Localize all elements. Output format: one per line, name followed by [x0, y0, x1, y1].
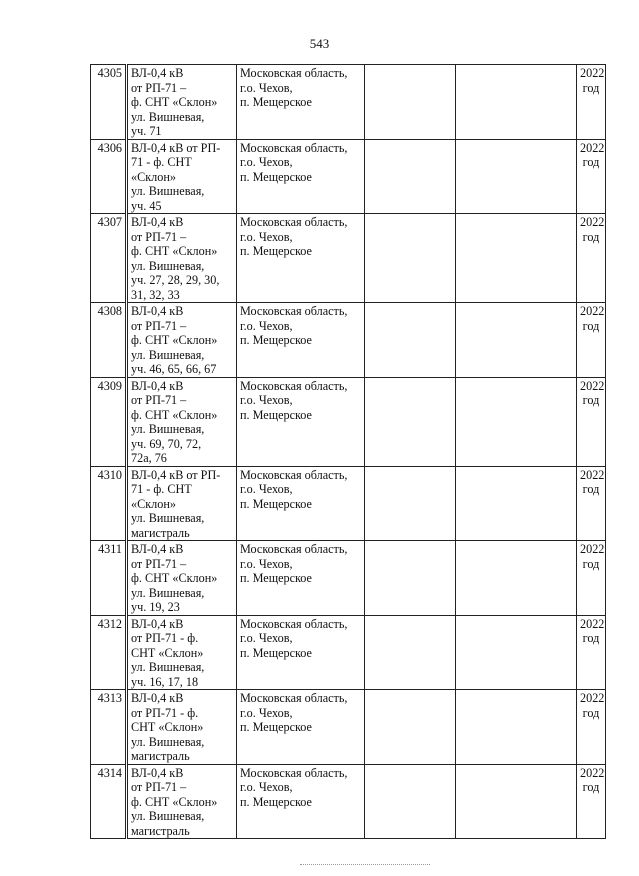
year-line: год — [582, 393, 600, 407]
object-line: ул. Вишневая, — [131, 258, 205, 273]
table-row — [91, 139, 606, 214]
object-line: от РП-71 – — [131, 80, 187, 95]
object-line: ВЛ-0,4 кВ — [131, 378, 184, 393]
address-line: Московская область, — [240, 616, 348, 631]
object-line: СНТ «Склон» — [131, 720, 204, 734]
empty-cell — [365, 615, 456, 690]
object-line: ВЛ-0,4 кВ — [131, 304, 184, 318]
row-number: 4309 — [97, 378, 122, 393]
object-cell — [127, 139, 237, 214]
table-row — [91, 65, 606, 140]
row-number-cell — [91, 764, 127, 839]
object-line: ул. Вишневая, — [131, 511, 205, 525]
object-line: ф. СНТ «Склон» — [131, 571, 218, 585]
object-line: магистраль — [131, 749, 190, 763]
table-row — [91, 541, 606, 616]
empty-cell — [365, 377, 456, 466]
address-line: п. Мещерское — [240, 496, 312, 511]
address-line: п. Мещерское — [240, 645, 312, 660]
year-line: год — [582, 556, 600, 571]
object-cell — [127, 541, 237, 616]
table-row — [91, 214, 606, 303]
row-number-cell — [91, 139, 127, 214]
object-line: ул. Вишневая, — [131, 422, 205, 436]
address-cell — [237, 377, 365, 466]
year-line: год — [582, 705, 600, 720]
year-cell — [577, 541, 606, 616]
year-cell — [577, 466, 606, 541]
year-line: 2022 — [580, 616, 605, 631]
year-cell — [577, 303, 606, 378]
year-line: 2022 — [580, 691, 605, 705]
object-line: ВЛ-0,4 кВ — [131, 66, 184, 80]
year-line: 2022 — [580, 542, 605, 556]
object-line: от РП-71 - ф. — [131, 705, 199, 720]
object-line: ф. СНТ «Склон» — [131, 244, 218, 258]
object-cell — [127, 764, 237, 839]
table-row — [91, 377, 606, 466]
object-line: ВЛ-0,4 кВ — [131, 542, 184, 556]
object-line: ул. Вишневая, — [131, 734, 205, 749]
empty-cell — [365, 214, 456, 303]
object-line: ф. СНТ «Склон» — [131, 333, 218, 347]
row-number: 4313 — [97, 691, 122, 705]
object-line: 31, 32, 33 — [131, 287, 180, 302]
address-line: п. Мещерское — [240, 169, 312, 184]
address-line: Московская область, — [240, 378, 348, 393]
year-line: год — [582, 318, 600, 333]
registry-table — [90, 64, 606, 839]
row-number-cell — [91, 541, 127, 616]
object-line: 71 - ф. СНТ — [131, 482, 192, 496]
year-line: год — [582, 780, 600, 794]
object-cell — [127, 303, 237, 378]
object-line: магистраль — [131, 823, 190, 838]
empty-cell — [456, 139, 577, 214]
row-number: 4314 — [97, 765, 122, 780]
year-line: год — [582, 631, 600, 645]
address-line: г.о. Чехов, — [240, 556, 293, 571]
address-line: г.о. Чехов, — [240, 393, 293, 407]
empty-cell — [365, 690, 456, 765]
address-line: г.о. Чехов, — [240, 229, 293, 244]
empty-cell — [456, 615, 577, 690]
registry-body — [91, 65, 606, 839]
object-cell — [127, 466, 237, 541]
object-line: уч. 45 — [131, 198, 162, 213]
table-row — [91, 615, 606, 690]
address-line: п. Мещерское — [240, 720, 312, 734]
object-line: от РП-71 – — [131, 393, 187, 407]
empty-cell — [456, 466, 577, 541]
address-line: п. Мещерское — [240, 333, 312, 347]
address-cell — [237, 303, 365, 378]
object-line: «Склон» — [131, 496, 176, 511]
year-cell — [577, 65, 606, 140]
object-line: 71 - ф. СНТ — [131, 155, 192, 169]
object-line: от РП-71 – — [131, 780, 187, 794]
address-cell — [237, 764, 365, 839]
address-line: п. Мещерское — [240, 794, 312, 809]
object-line: уч. 19, 23 — [131, 600, 180, 614]
object-line: магистраль — [131, 525, 190, 540]
year-line: год — [582, 229, 600, 244]
year-line: год — [582, 482, 600, 496]
empty-cell — [365, 65, 456, 140]
year-line: 2022 — [580, 765, 605, 780]
row-number-cell — [91, 377, 127, 466]
object-line: ВЛ-0,4 кВ от РП- — [131, 467, 221, 482]
year-line: год — [582, 80, 600, 95]
table-row — [91, 690, 606, 765]
object-line: СНТ «Склон» — [131, 645, 204, 660]
address-line: Московская область, — [240, 467, 348, 482]
row-number-cell — [91, 303, 127, 378]
address-cell — [237, 541, 365, 616]
year-line: 2022 — [580, 304, 605, 318]
table-row — [91, 466, 606, 541]
object-line: уч. 46, 65, 66, 67 — [131, 362, 217, 376]
object-line: уч. 16, 17, 18 — [131, 674, 199, 689]
year-line: 2022 — [580, 140, 605, 155]
year-line: 2022 — [580, 467, 605, 482]
object-line: ф. СНТ «Склон» — [131, 407, 218, 422]
object-line: ул. Вишневая, — [131, 660, 205, 674]
object-line: от РП-71 – — [131, 556, 187, 571]
row-number: 4310 — [97, 467, 122, 482]
address-line: г.о. Чехов, — [240, 80, 293, 95]
object-line: уч. 69, 70, 72, — [131, 436, 202, 451]
address-line: г.о. Чехов, — [240, 318, 293, 333]
empty-cell — [456, 377, 577, 466]
object-line: ф. СНТ «Склон» — [131, 794, 218, 809]
object-line: 72а, 76 — [131, 451, 167, 465]
object-line: ВЛ-0,4 кВ — [131, 215, 184, 229]
year-cell — [577, 764, 606, 839]
address-line: г.о. Чехов, — [240, 631, 293, 645]
address-line: Московская область, — [240, 691, 348, 705]
address-line: Московская область, — [240, 140, 348, 155]
object-line: ф. СНТ «Склон» — [131, 95, 218, 109]
object-cell — [127, 65, 237, 140]
year-line: 2022 — [580, 378, 605, 393]
address-line: Московская область, — [240, 304, 348, 318]
address-cell — [237, 214, 365, 303]
year-cell — [577, 377, 606, 466]
table-row — [91, 303, 606, 378]
empty-cell — [365, 541, 456, 616]
row-number: 4308 — [97, 304, 122, 318]
row-number: 4305 — [97, 66, 122, 80]
address-line: Московская область, — [240, 765, 348, 780]
address-cell — [237, 139, 365, 214]
object-line: ул. Вишневая, — [131, 585, 205, 600]
address-cell — [237, 690, 365, 765]
object-line: «Склон» — [131, 169, 176, 184]
object-line: ул. Вишневая, — [131, 109, 205, 124]
address-cell — [237, 65, 365, 140]
year-cell — [577, 690, 606, 765]
object-line: ул. Вишневая, — [131, 809, 205, 823]
object-line: уч. 27, 28, 29, 30, — [131, 273, 220, 287]
empty-cell — [456, 690, 577, 765]
row-number-cell — [91, 466, 127, 541]
row-number: 4306 — [97, 140, 122, 155]
object-line: ВЛ-0,4 кВ — [131, 765, 184, 780]
address-line: п. Мещерское — [240, 407, 312, 422]
object-line: от РП-71 – — [131, 229, 187, 244]
address-cell — [237, 615, 365, 690]
object-line: ВЛ-0,4 кВ от РП- — [131, 140, 221, 155]
address-line: п. Мещерское — [240, 244, 312, 258]
address-line: г.о. Чехов, — [240, 705, 293, 720]
page-number: 543 — [309, 36, 330, 51]
row-number: 4311 — [98, 542, 122, 556]
address-line: Московская область, — [240, 215, 348, 229]
year-line: год — [582, 155, 600, 169]
address-line: г.о. Чехов, — [240, 780, 293, 794]
empty-cell — [456, 65, 577, 140]
empty-cell — [456, 541, 577, 616]
row-number-cell — [91, 214, 127, 303]
object-line: уч. 71 — [131, 124, 162, 138]
address-cell — [237, 466, 365, 541]
row-number-cell — [91, 615, 127, 690]
address-line: п. Мещерское — [240, 571, 312, 585]
year-cell — [577, 615, 606, 690]
row-number: 4307 — [97, 215, 122, 229]
object-cell — [127, 214, 237, 303]
address-line: г.о. Чехов, — [240, 482, 293, 496]
object-cell — [127, 690, 237, 765]
empty-cell — [365, 764, 456, 839]
empty-cell — [365, 466, 456, 541]
object-cell — [127, 377, 237, 466]
address-line: г.о. Чехов, — [240, 155, 293, 169]
object-line: от РП-71 - ф. — [131, 631, 199, 645]
year-cell — [577, 214, 606, 303]
address-line: Московская область, — [240, 66, 348, 80]
object-line: ул. Вишневая, — [131, 347, 205, 362]
object-line: ВЛ-0,4 кВ — [131, 616, 184, 631]
row-number: 4312 — [97, 616, 122, 631]
footer-rule — [300, 864, 430, 865]
address-line: п. Мещерское — [240, 95, 312, 109]
empty-cell — [365, 139, 456, 214]
empty-cell — [365, 303, 456, 378]
year-line: 2022 — [580, 215, 605, 229]
year-cell — [577, 139, 606, 214]
table-row — [91, 764, 606, 839]
empty-cell — [456, 303, 577, 378]
object-line: от РП-71 – — [131, 318, 187, 333]
year-line: 2022 — [580, 66, 605, 80]
row-number-cell — [91, 690, 127, 765]
object-line: ул. Вишневая, — [131, 184, 205, 198]
object-line: ВЛ-0,4 кВ — [131, 691, 184, 705]
empty-cell — [456, 764, 577, 839]
address-line: Московская область, — [240, 542, 348, 556]
empty-cell — [456, 214, 577, 303]
object-cell — [127, 615, 237, 690]
row-number-cell — [91, 65, 127, 140]
